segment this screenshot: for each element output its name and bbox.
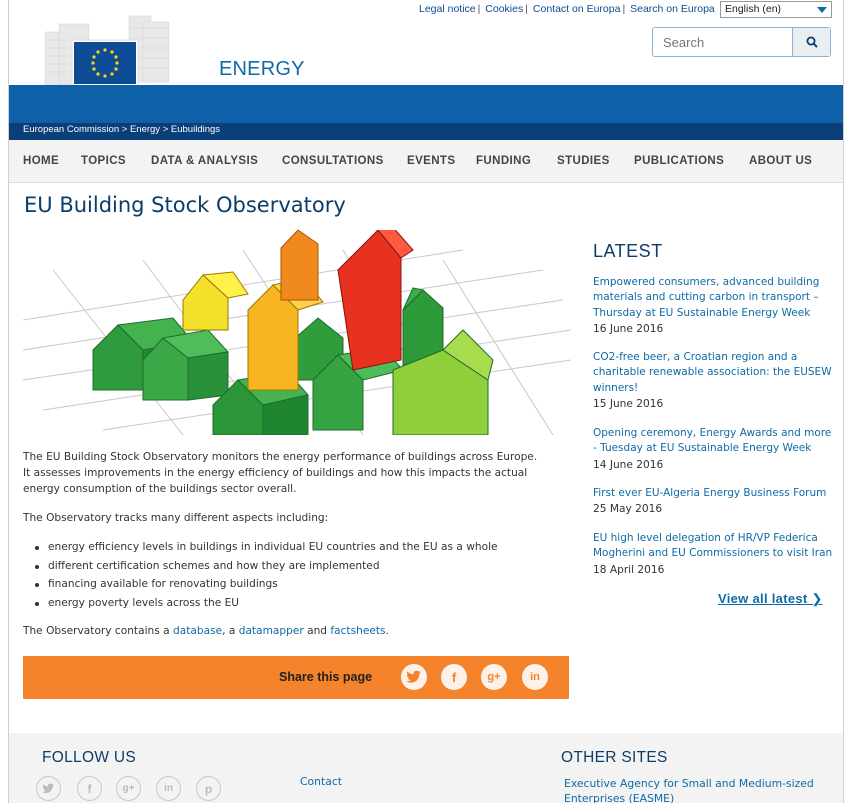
other-sites-heading: OTHER SITES xyxy=(561,749,668,766)
view-all-latest-link[interactable] xyxy=(718,591,823,607)
nav-item-studies[interactable]: STUDIES xyxy=(557,155,610,167)
news-title-link[interactable]: Empowered consumers, advanced building materials and cutting carbon in transport – Thursday at EU Sustainable Energy Week xyxy=(593,276,820,319)
news-title-link[interactable]: Opening ceremony, Energy Awards and more - Tuesday at EU Sustainable Energy Week xyxy=(593,427,832,455)
breadcrumb xyxy=(9,123,843,140)
search-input[interactable] xyxy=(653,28,793,56)
page-frame xyxy=(8,0,844,803)
list-item: financing available for renovating buildings xyxy=(48,575,498,594)
contains-paragraph xyxy=(23,623,543,639)
nav-item-topics[interactable]: TOPICS xyxy=(81,155,127,167)
contains-text: . xyxy=(385,625,389,637)
page-title: EU Building Stock Observatory xyxy=(24,193,346,217)
datamapper-link[interactable]: datamapper xyxy=(238,625,304,637)
list-item: different certification schemes and how they are implemented xyxy=(48,557,498,576)
news-title-link[interactable]: First ever EU-Algeria Energy Business Forum xyxy=(593,487,827,499)
contains-text: , a xyxy=(222,625,239,637)
news-item xyxy=(593,486,833,515)
nav-item-home[interactable]: HOME xyxy=(23,155,60,167)
aspects-list xyxy=(48,538,498,612)
news-item xyxy=(593,275,833,335)
chevron-down-icon xyxy=(817,7,827,13)
nav-item-about-us[interactable]: ABOUT US xyxy=(749,155,813,167)
factsheets-link[interactable]: factsheets xyxy=(330,625,386,637)
main-nav xyxy=(9,140,843,183)
news-date: 16 June 2016 xyxy=(593,322,664,335)
nav-item-events[interactable]: EVENTS xyxy=(407,155,456,167)
breadcrumb-separator: > xyxy=(121,124,128,135)
news-date: 25 May 2016 xyxy=(593,503,663,516)
share-bar xyxy=(23,656,569,699)
legal-notice-link[interactable]: Legal notice xyxy=(419,3,476,15)
google-plus-icon[interactable]: g+ xyxy=(116,776,141,801)
linkedin-icon[interactable]: in xyxy=(156,776,181,801)
easme-link[interactable]: Executive Agency for Small and Medium-sized Enterprises (EASME) xyxy=(564,777,814,803)
linkedin-icon[interactable]: in xyxy=(522,664,548,690)
news-item xyxy=(593,531,833,576)
breadcrumb-item-eubuildings: Eubuildings xyxy=(170,124,221,135)
news-title-link[interactable]: EU high level delegation of HR/VP Federica Mogherini and EU Commissioners to visit Iran xyxy=(593,532,833,560)
chevron-right-icon: ❯ xyxy=(811,591,823,606)
site-name[interactable]: ENERGY xyxy=(219,58,305,80)
share-label: Share this page xyxy=(279,670,373,684)
news-date: 18 April 2016 xyxy=(593,563,665,576)
news-item xyxy=(593,350,833,410)
twitter-icon[interactable] xyxy=(401,664,427,690)
tracks-paragraph: The Observatory tracks many different aspects including: xyxy=(23,512,329,524)
facebook-icon[interactable]: f xyxy=(441,664,467,690)
list-item: energy efficiency levels in buildings in individual EU countries and the EU as a whole xyxy=(48,538,498,557)
site-header xyxy=(9,0,843,85)
database-link[interactable]: database xyxy=(172,625,223,637)
intro-paragraph: The EU Building Stock Observatory monitors the energy performance of buildings across Europe. It assesses improvements in the energy efficiency of buildings and how this impacts the actual energy consumption of the buildings sector overall. xyxy=(23,451,538,495)
top-links: Legal notice | Cookies | Contact on Europa | Search on Europa xyxy=(419,3,715,15)
nav-item-funding[interactable]: FUNDING xyxy=(476,155,532,167)
breadcrumb-item-commission[interactable]: European Commission xyxy=(23,124,120,135)
nav-item-consultations[interactable]: CONSULTATIONS xyxy=(282,155,384,167)
pinterest-icon[interactable]: p xyxy=(196,776,221,801)
news-date: 14 June 2016 xyxy=(593,458,664,471)
contains-text: The Observatory contains a xyxy=(23,625,173,637)
nav-item-data-analysis[interactable]: DATA & ANALYSIS xyxy=(151,155,259,167)
news-item xyxy=(593,426,833,471)
search-icon xyxy=(806,36,818,48)
search-box xyxy=(652,27,831,57)
contact-link[interactable]: Contact xyxy=(300,775,343,788)
news-title-link[interactable]: CO2-free beer, a Croatian region and a charitable renewable association: the EUSEW winners! xyxy=(593,351,832,394)
contains-text: and xyxy=(303,625,331,637)
search-button[interactable] xyxy=(792,28,830,56)
nav-item-publications[interactable]: PUBLICATIONS xyxy=(634,155,725,167)
brand-band xyxy=(9,85,843,123)
twitter-icon[interactable] xyxy=(36,776,61,801)
search-europa-link[interactable]: Search on Europa xyxy=(630,3,715,15)
breadcrumb-item-energy[interactable]: Energy xyxy=(129,124,161,135)
list-item: energy poverty levels across the EU xyxy=(48,594,498,613)
language-value: English (en) xyxy=(725,3,782,15)
buildings-illustration xyxy=(23,230,571,435)
breadcrumb-separator: > xyxy=(162,124,169,135)
news-date: 15 June 2016 xyxy=(593,397,664,410)
view-all-label: View all latest xyxy=(718,591,808,606)
contact-europa-link[interactable]: Contact on Europa xyxy=(532,3,621,15)
google-plus-icon[interactable]: g+ xyxy=(481,664,507,690)
facebook-icon[interactable]: f xyxy=(77,776,102,801)
latest-heading: LATEST xyxy=(593,241,663,261)
language-select[interactable] xyxy=(720,1,832,18)
cookies-link[interactable]: Cookies xyxy=(485,3,524,15)
follow-us-heading: FOLLOW US xyxy=(42,749,136,766)
